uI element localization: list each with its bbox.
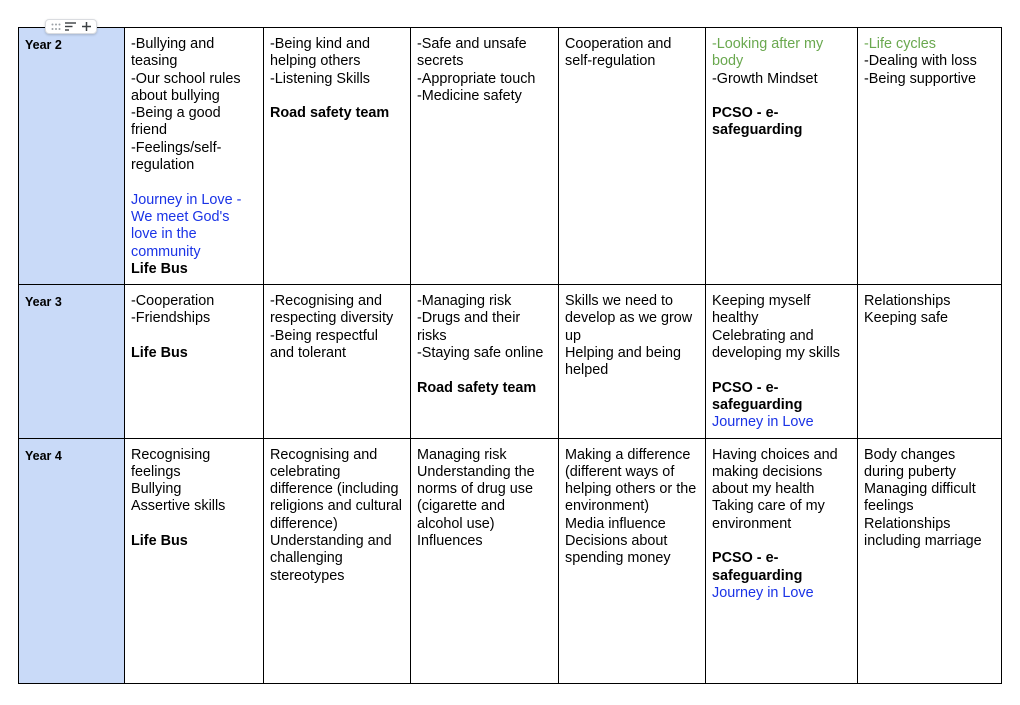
blank-line (712, 88, 851, 105)
topic-line: Media influence (565, 515, 666, 532)
topic-line: Keeping myself healthy (712, 293, 811, 327)
topic-line: Managing difficult feelings (864, 481, 976, 515)
topic-line: Cooperation and self-regulation (565, 36, 672, 70)
topic-line: Decisions about spending money (565, 533, 671, 567)
topic-line: Influences (417, 533, 483, 550)
activity-label: Road safety team (417, 379, 537, 396)
topic-line: -Our school rules about bullying (131, 70, 241, 104)
drag-handle-icon[interactable] (49, 20, 63, 33)
activity-label: Life Bus (131, 533, 188, 550)
topic-line: Recognising and celebrating difference (including religions and cultural difference) (270, 446, 402, 532)
activity-label: Life Bus (131, 260, 188, 277)
topic-cell[interactable] (125, 438, 264, 683)
topic-cell[interactable] (264, 28, 411, 285)
topic-cell[interactable] (559, 28, 706, 285)
topic-line: -Dealing with loss (864, 53, 977, 70)
topic-cell[interactable] (411, 285, 559, 438)
topic-line: Understanding the norms of drug use (cigarette and alcohol use) (417, 463, 535, 532)
topic-cell[interactable] (411, 28, 559, 285)
curriculum-table (18, 27, 1002, 684)
topic-line: Helping and being helped (565, 345, 682, 379)
table-row (19, 285, 1002, 438)
topic-line: Recognising feelings (131, 446, 211, 480)
journey-in-love-text: Journey in Love - We meet God's love in the community (131, 191, 242, 260)
topic-line: -Drugs and their risks (417, 310, 521, 344)
topic-cell[interactable] (264, 438, 411, 683)
topic-line: -Safe and unsafe secrets (417, 36, 527, 70)
topic-cell[interactable] (858, 28, 1002, 285)
topic-line: -Feelings/self-regulation (131, 139, 222, 174)
topic-line: -Medicine safety (417, 87, 522, 104)
blank-line (712, 362, 851, 379)
topic-line: -Staying safe online (417, 345, 544, 362)
topic-cell[interactable] (559, 285, 706, 438)
topic-line: -Growth Mindset (712, 70, 818, 87)
activity-label: PCSO - e-safeguarding (712, 379, 803, 413)
topic-line: -Bullying and teasing (131, 36, 215, 70)
topic-line: -Looking after my body (712, 36, 824, 70)
topic-line: -Being supportive (864, 70, 976, 87)
topic-cell[interactable] (125, 28, 264, 285)
topic-cell[interactable] (125, 285, 264, 438)
topic-line: Taking care of my environment (712, 498, 825, 532)
topic-line: Relationships including marriage (864, 515, 982, 550)
topic-cell[interactable] (559, 438, 706, 683)
plus-icon[interactable] (79, 20, 93, 33)
year-label: Year 4 (25, 448, 62, 463)
topic-line: Skills we need to develop as we grow up (565, 293, 693, 344)
topic-line: Having choices and making decisions about my health (712, 446, 838, 498)
topic-line: Bullying (131, 481, 182, 498)
topic-line: Celebrating and developing my skills (712, 327, 840, 362)
topic-cell[interactable] (706, 28, 858, 285)
topic-line: -Cooperation (131, 293, 215, 310)
topic-line: Managing risk (417, 446, 507, 463)
blank-line (131, 174, 257, 191)
topic-line: Relationships (864, 293, 951, 310)
year-label: Year 2 (25, 38, 62, 52)
topic-cell[interactable] (411, 438, 559, 683)
blank-line (131, 516, 257, 533)
topic-cell[interactable] (706, 438, 858, 683)
topic-cell[interactable] (858, 438, 1002, 683)
topic-line: Keeping safe (864, 310, 949, 327)
topic-line: -Friendships (131, 310, 211, 327)
activity-label: PCSO - e-safeguarding (712, 105, 803, 139)
blank-line (270, 88, 404, 105)
topic-line: -Appropriate touch (417, 70, 536, 87)
topic-line: -Being kind and helping others (270, 36, 371, 70)
topic-line: -Recognising and respecting diversity (270, 293, 394, 327)
topic-line: -Being respectful and tolerant (270, 327, 378, 362)
topic-line: -Listening Skills (270, 70, 370, 87)
table-toolbar (45, 19, 97, 34)
blank-line (131, 328, 257, 345)
table-row (19, 28, 1002, 285)
filter-icon[interactable] (64, 20, 78, 33)
year-label: Year 3 (25, 295, 62, 310)
topic-line: Body changes during puberty (864, 446, 957, 480)
activity-label: Road safety team (270, 105, 390, 122)
topic-line: -Life cycles (864, 36, 936, 52)
year-cell[interactable] (19, 28, 125, 285)
year-cell[interactable] (19, 285, 125, 438)
activity-label: Life Bus (131, 345, 188, 362)
topic-line: -Managing risk (417, 293, 512, 310)
topic-line: Understanding and challenging stereotypes (270, 533, 392, 584)
activity-label: PCSO - e-safeguarding (712, 550, 803, 584)
journey-in-love-text: Journey in Love (712, 584, 814, 601)
blank-line (712, 533, 851, 550)
year-cell[interactable] (19, 438, 125, 683)
topic-line: -Being a good friend (131, 105, 221, 139)
topic-line: Making a difference (different ways of helping others or the environment) (565, 446, 697, 515)
table-row (19, 438, 1002, 683)
journey-in-love-text: Journey in Love (712, 414, 814, 431)
blank-line (417, 362, 552, 379)
topic-cell[interactable] (858, 285, 1002, 438)
topic-line: Assertive skills (131, 498, 226, 515)
topic-cell[interactable] (264, 285, 411, 438)
topic-cell[interactable] (706, 285, 858, 438)
